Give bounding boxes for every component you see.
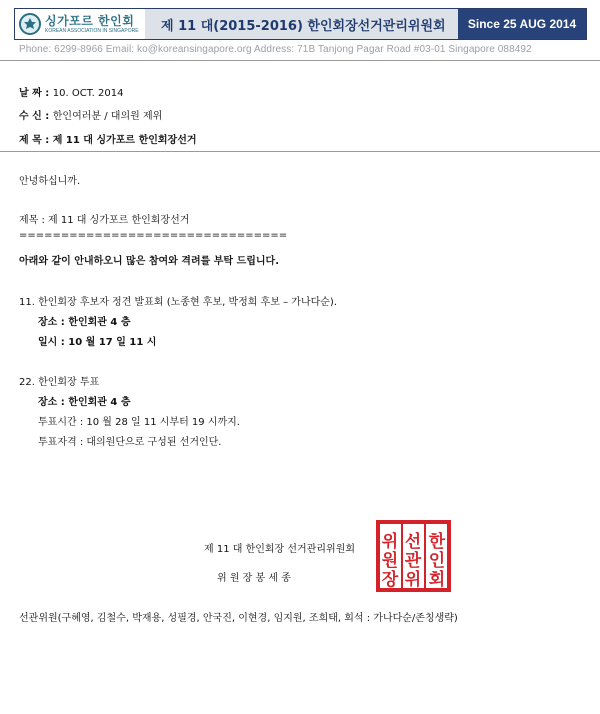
item1-time: 일시 : 10 월 17 일 11 시 bbox=[38, 337, 157, 348]
svg-text:장: 장 bbox=[381, 570, 399, 590]
logo-subtitle: KOREAN ASSOCIATION IN SINGAPORE bbox=[45, 27, 139, 34]
svg-text:위: 위 bbox=[381, 532, 399, 552]
svg-text:관: 관 bbox=[404, 551, 422, 571]
subject-label: 제 목 : bbox=[19, 135, 53, 146]
date-line bbox=[19, 84, 123, 99]
svg-text:원: 원 bbox=[381, 551, 399, 571]
contact-line: Phone: 6299-8966 Email: ko@koreansingapore.org Address: 71B Tanjong Pagar Road #03-01 Singapore 088492 bbox=[19, 44, 532, 55]
official-seal bbox=[376, 520, 451, 592]
greeting: 안녕하십니까. bbox=[19, 176, 81, 187]
logo-emblem-icon bbox=[19, 13, 41, 35]
chair-name: 위 원 장 봉 세 종 bbox=[217, 573, 291, 584]
item2-time: 투표시간 : 10 월 28 일 11 시부터 19 시까지. bbox=[38, 417, 240, 428]
page-title: 제 11 대(2015-2016) 한인회장선거관리위원회 bbox=[161, 18, 446, 34]
logo-name: 싱가포르 한인회 bbox=[45, 13, 135, 28]
svg-text:인: 인 bbox=[428, 551, 446, 571]
item2-eligibility: 투표자격 : 대의원단으로 구성된 선거인단. bbox=[38, 437, 222, 448]
svg-text:회: 회 bbox=[428, 570, 446, 590]
recipient-line bbox=[19, 107, 162, 122]
item2-place: 장소 : 한인회관 4 층 bbox=[38, 397, 131, 408]
item1-place: 장소 : 한인회관 4 층 bbox=[38, 317, 131, 328]
item2-title: 22. 한인회장 투표 bbox=[19, 377, 100, 388]
since-band bbox=[458, 9, 586, 39]
item1-title: 11. 한인회장 후보자 정견 발표회 (노종현 후보, 박정희 후보 – 가나다순). bbox=[19, 297, 338, 308]
title-band bbox=[145, 9, 458, 39]
intro-text: 아래와 같이 안내하오니 많은 참여와 격려를 부탁 드립니다. bbox=[19, 256, 280, 267]
logo bbox=[15, 9, 145, 39]
committee-members: 선관위원(구혜영, 김철수, 박재용, 성필경, 안국진, 이현경, 임지원, 조희태, 회석 : 가나다순/존칭생략) bbox=[19, 613, 458, 624]
recipient-value: 한인여러분 / 대의원 제위 bbox=[52, 111, 163, 122]
svg-text:위: 위 bbox=[404, 570, 422, 590]
svg-text:한: 한 bbox=[428, 532, 446, 552]
meta-divider bbox=[0, 151, 600, 152]
subject-value: 제 11 대 싱가포르 한인회장선거 bbox=[52, 135, 197, 146]
equals-divider: ================================ bbox=[19, 230, 288, 241]
since-label: Since 25 AUG 2014 bbox=[467, 17, 577, 31]
letterhead bbox=[14, 8, 587, 40]
svg-text:선: 선 bbox=[404, 532, 422, 552]
date-value: 10. OCT. 2014 bbox=[52, 88, 124, 99]
subject-repeat: 제목 : 제 11 대 싱가포르 한인회장선거 bbox=[19, 215, 190, 226]
header-divider bbox=[0, 60, 600, 61]
date-label: 날 짜 : bbox=[19, 88, 53, 99]
committee-name: 제 11 대 한인회장 선거관리위원회 bbox=[204, 544, 356, 555]
subject-line bbox=[19, 131, 197, 146]
recipient-label: 수 신 : bbox=[19, 111, 53, 122]
